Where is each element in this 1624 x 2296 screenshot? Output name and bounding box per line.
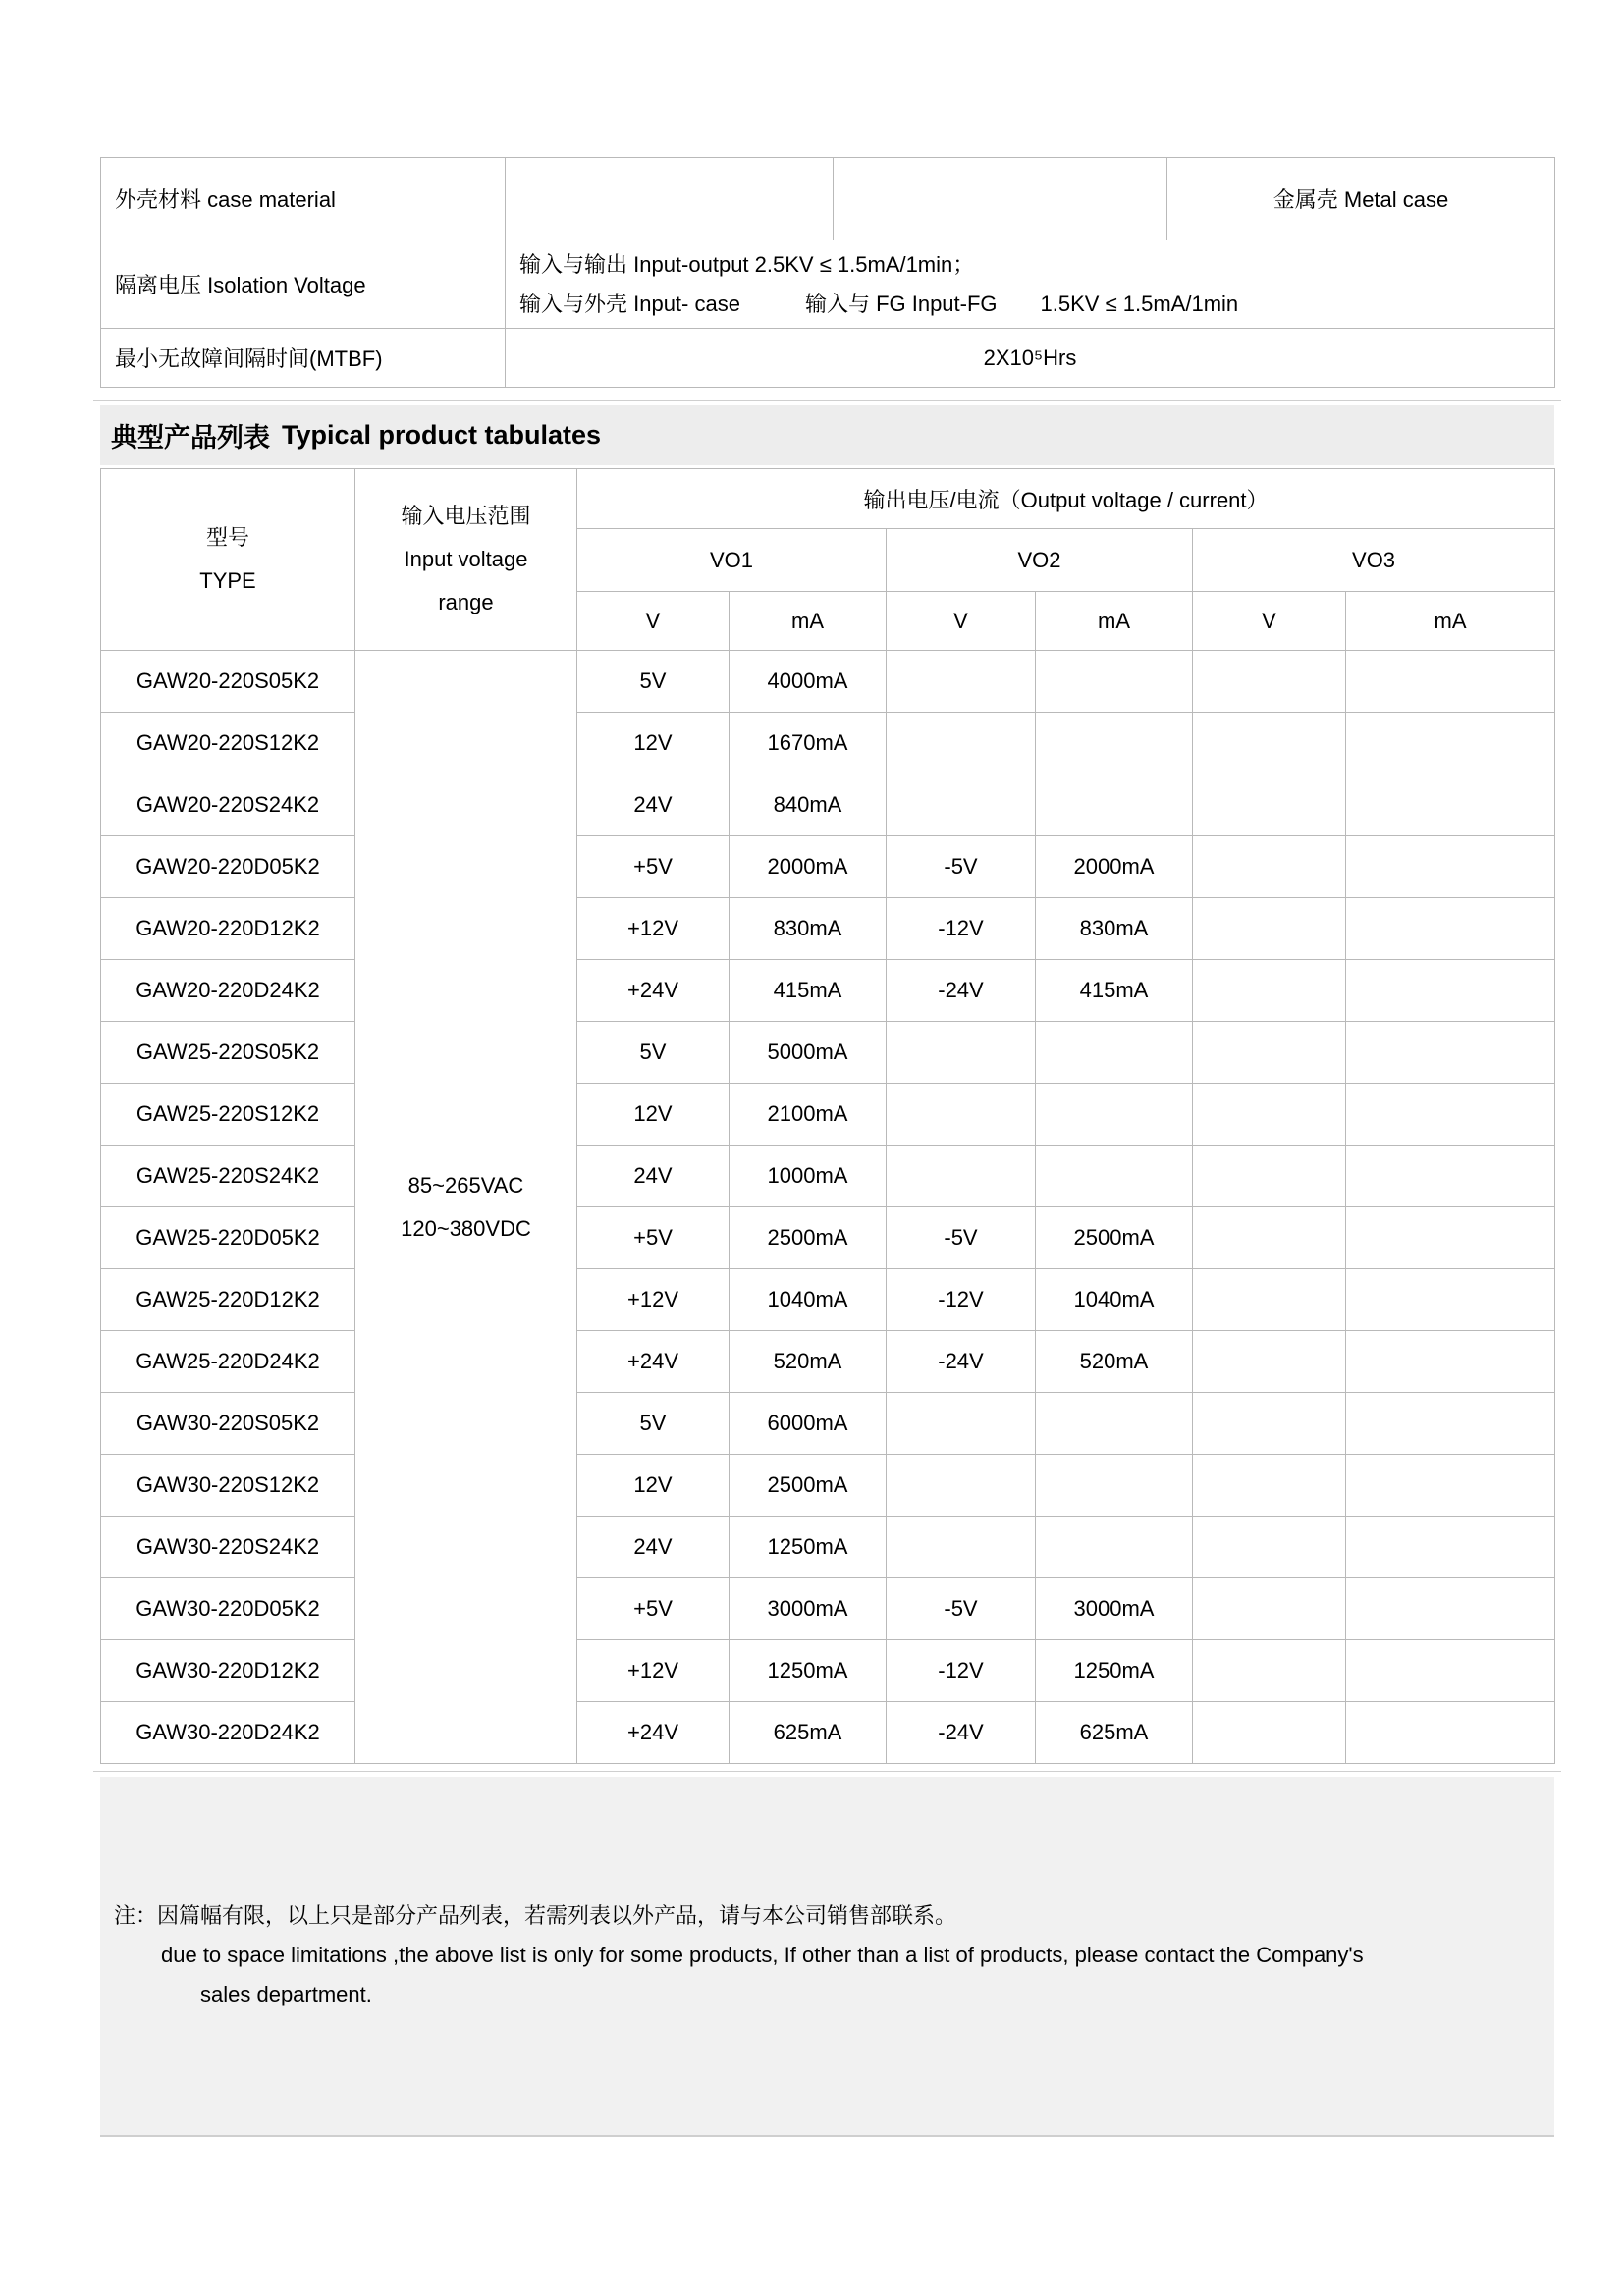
table-row <box>101 1331 1555 1393</box>
product-type-cell: GAW25-220S24K2 <box>101 1146 355 1207</box>
vo3-ma-cell <box>1346 651 1555 713</box>
vo3-v-cell <box>1193 1640 1346 1702</box>
table-row <box>101 1702 1555 1764</box>
vo3-ma-cell <box>1346 713 1555 774</box>
spec-row-case-material <box>101 158 1555 240</box>
vo2-v-cell: -24V <box>887 960 1036 1022</box>
vo2-v-cell <box>887 1146 1036 1207</box>
vo2-ma-unit-header: mA <box>1036 592 1193 651</box>
vo3-v-cell <box>1193 651 1346 713</box>
vo1-ma-cell: 1670mA <box>730 713 887 774</box>
note-block <box>100 1777 1554 2137</box>
input-range-line1: 85~265VAC <box>407 1172 524 1198</box>
vo2-ma-cell: 830mA <box>1036 898 1193 960</box>
case-material-empty-cell-2 <box>834 158 1167 240</box>
vo3-ma-cell <box>1346 1022 1555 1084</box>
isolation-voltage-label: 隔离电压 Isolation Voltage <box>101 240 506 329</box>
vo1-ma-cell: 2000mA <box>730 836 887 898</box>
output-voltage-current-header: 输出电压/电流（Output voltage / current） <box>577 469 1555 529</box>
header-row-output <box>101 469 1555 529</box>
table-row <box>101 1578 1555 1640</box>
vo2-v-cell: -5V <box>887 1578 1036 1640</box>
product-type-cell: GAW30-220S24K2 <box>101 1517 355 1578</box>
vo3-ma-cell <box>1346 1146 1555 1207</box>
case-material-value: 金属壳 Metal case <box>1167 158 1555 240</box>
vo2-ma-cell <box>1036 1084 1193 1146</box>
vo3-v-cell <box>1193 774 1346 836</box>
vo2-ma-cell: 2500mA <box>1036 1207 1193 1269</box>
note-line2: due to space limitations ,the above list is only for some products, If other than a list of products, please contact the Company's <box>161 1943 1364 1967</box>
vo1-v-cell: 24V <box>577 1517 730 1578</box>
table-row <box>101 836 1555 898</box>
product-type-cell: GAW20-220D05K2 <box>101 836 355 898</box>
table-row <box>101 651 1555 713</box>
vo1-ma-cell: 2500mA <box>730 1455 887 1517</box>
product-type-cell: GAW25-220D05K2 <box>101 1207 355 1269</box>
spec-table <box>100 157 1555 388</box>
vo2-v-cell: -12V <box>887 1269 1036 1331</box>
vo1-ma-cell: 4000mA <box>730 651 887 713</box>
product-type-cell: GAW30-220S12K2 <box>101 1455 355 1517</box>
vo3-v-cell <box>1193 1517 1346 1578</box>
vo3-v-cell <box>1193 836 1346 898</box>
table-row <box>101 1207 1555 1269</box>
vo2-v-cell <box>887 774 1036 836</box>
vo1-v-cell: 24V <box>577 774 730 836</box>
vo1-ma-cell: 840mA <box>730 774 887 836</box>
product-table <box>100 468 1555 1764</box>
vo3-ma-cell <box>1346 774 1555 836</box>
case-material-label: 外壳材料 case material <box>101 158 506 240</box>
vo2-ma-cell: 520mA <box>1036 1331 1193 1393</box>
vo1-v-cell: +24V <box>577 960 730 1022</box>
vo1-v-cell: +5V <box>577 1578 730 1640</box>
product-type-cell: GAW30-220D12K2 <box>101 1640 355 1702</box>
vo2-v-cell <box>887 713 1036 774</box>
vo2-v-cell: -24V <box>887 1702 1036 1764</box>
vo1-v-cell: 5V <box>577 651 730 713</box>
product-type-cell: GAW20-220D12K2 <box>101 898 355 960</box>
vo1-v-cell: 24V <box>577 1146 730 1207</box>
spec-row-isolation-voltage <box>101 240 1555 329</box>
vo1-ma-unit-header: mA <box>730 592 887 651</box>
section-title-zh: 典型产品列表 <box>111 423 270 453</box>
table-row <box>101 960 1555 1022</box>
vo1-ma-cell: 1000mA <box>730 1146 887 1207</box>
vo3-ma-unit-header: mA <box>1346 592 1555 651</box>
vo2-ma-cell <box>1036 651 1193 713</box>
vo1-ma-cell: 1250mA <box>730 1640 887 1702</box>
vo3-ma-cell <box>1346 1207 1555 1269</box>
vo2-header: VO2 <box>887 529 1193 592</box>
vo3-ma-cell <box>1346 1393 1555 1455</box>
vo2-v-unit-header: V <box>887 592 1036 651</box>
vo1-v-unit-header: V <box>577 592 730 651</box>
vo2-v-cell: -12V <box>887 1640 1036 1702</box>
vo2-ma-cell: 2000mA <box>1036 836 1193 898</box>
table-row <box>101 1393 1555 1455</box>
isolation-line2: 输入与外壳 Input- case 输入与 FG Input-FG 1.5KV ≤ 1.5mA/1min <box>519 291 1239 316</box>
vo3-v-cell <box>1193 1022 1346 1084</box>
table-row <box>101 774 1555 836</box>
product-type-cell: GAW25-220D24K2 <box>101 1331 355 1393</box>
vo1-v-cell: 5V <box>577 1022 730 1084</box>
input-header-line3: range <box>438 590 494 614</box>
type-header-zh: 型号 <box>205 525 249 550</box>
divider-line-bottom <box>93 1771 1561 1772</box>
isolation-line1: 输入与输出 Input-output 2.5KV ≤ 1.5mA/1min； <box>519 251 975 277</box>
product-type-cell: GAW20-220S05K2 <box>101 651 355 713</box>
input-range-line2: 120~380VDC <box>401 1215 531 1241</box>
vo2-v-cell <box>887 1517 1036 1578</box>
vo3-header: VO3 <box>1193 529 1555 592</box>
vo2-v-cell: -24V <box>887 1331 1036 1393</box>
vo2-ma-cell <box>1036 713 1193 774</box>
section-header <box>100 405 1554 465</box>
vo2-ma-cell <box>1036 1517 1193 1578</box>
vo2-ma-cell <box>1036 1146 1193 1207</box>
input-header-line1: 输入电压范围 <box>401 504 531 528</box>
vo3-v-cell <box>1193 1146 1346 1207</box>
vo1-ma-cell: 1040mA <box>730 1269 887 1331</box>
vo3-v-cell <box>1193 1455 1346 1517</box>
vo3-ma-cell <box>1346 1702 1555 1764</box>
vo2-ma-cell: 3000mA <box>1036 1578 1193 1640</box>
table-row <box>101 1517 1555 1578</box>
vo3-v-cell <box>1193 1084 1346 1146</box>
vo1-ma-cell: 3000mA <box>730 1578 887 1640</box>
vo2-ma-cell <box>1036 1022 1193 1084</box>
vo3-ma-cell <box>1346 1084 1555 1146</box>
vo1-ma-cell: 6000mA <box>730 1393 887 1455</box>
vo2-v-cell <box>887 1022 1036 1084</box>
table-row <box>101 898 1555 960</box>
vo3-ma-cell <box>1346 1517 1555 1578</box>
vo2-ma-cell: 415mA <box>1036 960 1193 1022</box>
table-row <box>101 1084 1555 1146</box>
vo2-ma-cell <box>1036 774 1193 836</box>
vo2-v-cell: -5V <box>887 1207 1036 1269</box>
product-type-cell: GAW20-220D24K2 <box>101 960 355 1022</box>
mtbf-value: 2X10⁵Hrs <box>506 329 1555 388</box>
vo2-ma-cell: 1040mA <box>1036 1269 1193 1331</box>
vo1-v-cell: 12V <box>577 1084 730 1146</box>
vo1-v-cell: +24V <box>577 1331 730 1393</box>
isolation-voltage-value <box>506 240 1555 329</box>
vo2-v-cell: -5V <box>887 836 1036 898</box>
vo1-ma-cell: 2100mA <box>730 1084 887 1146</box>
vo1-ma-cell: 5000mA <box>730 1022 887 1084</box>
case-material-empty-cell-1 <box>506 158 834 240</box>
vo3-ma-cell <box>1346 1455 1555 1517</box>
vo1-ma-cell: 2500mA <box>730 1207 887 1269</box>
mtbf-label: 最小无故障间隔时间(MTBF) <box>101 329 506 388</box>
vo3-v-cell <box>1193 960 1346 1022</box>
type-header-en: TYPE <box>199 568 256 593</box>
vo3-v-cell <box>1193 1393 1346 1455</box>
vo3-ma-cell <box>1346 1640 1555 1702</box>
vo3-v-cell <box>1193 1207 1346 1269</box>
vo1-v-cell: +5V <box>577 1207 730 1269</box>
vo2-v-cell <box>887 1455 1036 1517</box>
product-type-cell: GAW25-220D12K2 <box>101 1269 355 1331</box>
vo1-ma-cell: 415mA <box>730 960 887 1022</box>
product-type-cell: GAW20-220S12K2 <box>101 713 355 774</box>
product-type-cell: GAW30-220D05K2 <box>101 1578 355 1640</box>
vo3-v-cell <box>1193 1269 1346 1331</box>
input-voltage-column-header <box>355 469 577 651</box>
vo3-ma-cell <box>1346 836 1555 898</box>
vo2-ma-cell: 1250mA <box>1036 1640 1193 1702</box>
vo2-ma-cell <box>1036 1455 1193 1517</box>
product-type-cell: GAW20-220S24K2 <box>101 774 355 836</box>
vo3-ma-cell <box>1346 1331 1555 1393</box>
product-type-cell: GAW25-220S12K2 <box>101 1084 355 1146</box>
vo3-v-unit-header: V <box>1193 592 1346 651</box>
vo3-ma-cell <box>1346 960 1555 1022</box>
note-line3: sales department. <box>200 1982 372 2006</box>
table-row <box>101 1455 1555 1517</box>
vo1-v-cell: +12V <box>577 1640 730 1702</box>
product-type-cell: GAW25-220S05K2 <box>101 1022 355 1084</box>
vo1-ma-cell: 625mA <box>730 1702 887 1764</box>
vo2-ma-cell: 625mA <box>1036 1702 1193 1764</box>
vo3-ma-cell <box>1346 1578 1555 1640</box>
vo1-ma-cell: 520mA <box>730 1331 887 1393</box>
vo2-v-cell: -12V <box>887 898 1036 960</box>
vo1-v-cell: +12V <box>577 898 730 960</box>
vo1-v-cell: +5V <box>577 836 730 898</box>
table-row <box>101 1146 1555 1207</box>
vo1-v-cell: +24V <box>577 1702 730 1764</box>
table-row <box>101 713 1555 774</box>
vo1-v-cell: 12V <box>577 713 730 774</box>
vo2-v-cell <box>887 1084 1036 1146</box>
vo3-v-cell <box>1193 1578 1346 1640</box>
product-type-cell: GAW30-220D24K2 <box>101 1702 355 1764</box>
vo3-v-cell <box>1193 1702 1346 1764</box>
vo3-ma-cell <box>1346 898 1555 960</box>
note-line1: 注：因篇幅有限，以上只是部分产品列表，若需列表以外产品，请与本公司销售部联系。 <box>114 1903 957 1928</box>
vo2-ma-cell <box>1036 1393 1193 1455</box>
vo1-header: VO1 <box>577 529 887 592</box>
vo2-v-cell <box>887 1393 1036 1455</box>
vo3-v-cell <box>1193 713 1346 774</box>
table-row <box>101 1640 1555 1702</box>
section-title-en: Typical product tabulates <box>282 420 602 450</box>
vo1-ma-cell: 830mA <box>730 898 887 960</box>
product-type-cell: GAW30-220S05K2 <box>101 1393 355 1455</box>
vo1-v-cell: 5V <box>577 1393 730 1455</box>
input-voltage-range-cell <box>355 651 577 1764</box>
input-header-line2: Input voltage <box>404 547 528 571</box>
vo3-v-cell <box>1193 898 1346 960</box>
table-row <box>101 1269 1555 1331</box>
vo3-ma-cell <box>1346 1269 1555 1331</box>
type-column-header <box>101 469 355 651</box>
vo3-v-cell <box>1193 1331 1346 1393</box>
vo1-v-cell: 12V <box>577 1455 730 1517</box>
vo1-ma-cell: 1250mA <box>730 1517 887 1578</box>
divider-line-top <box>93 400 1561 401</box>
spec-row-mtbf <box>101 329 1555 388</box>
vo1-v-cell: +12V <box>577 1269 730 1331</box>
table-row <box>101 1022 1555 1084</box>
vo2-v-cell <box>887 651 1036 713</box>
